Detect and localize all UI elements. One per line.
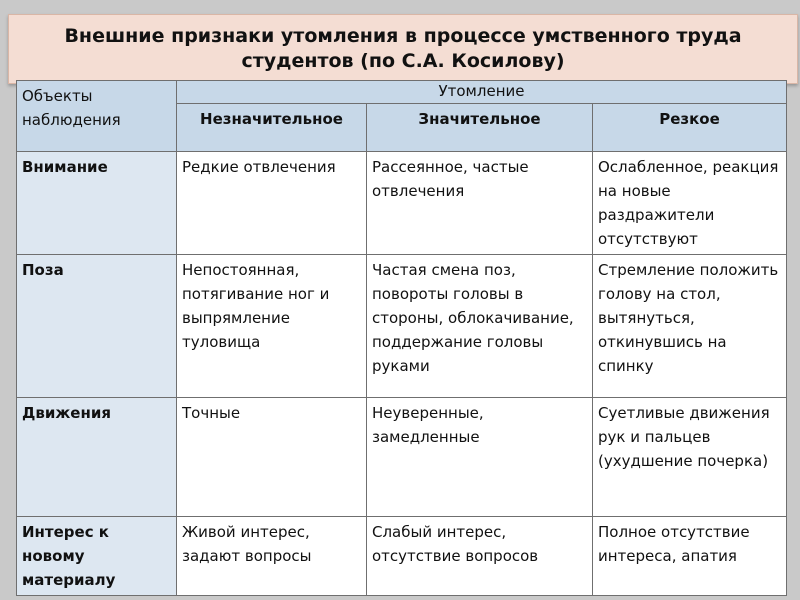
level-header-significant: Значительное: [367, 104, 593, 152]
row-label-movements: Движения: [17, 398, 177, 517]
table-row: [17, 152, 787, 255]
table-row: [17, 517, 787, 596]
page-title: [33, 24, 773, 74]
table-cell: Частая смена поз, повороты головы в стороны, облокачивание, поддержание головы руками: [367, 255, 593, 398]
table-cell: Неуверенные, замедленные: [367, 398, 593, 517]
table-cell: Суетливые движения рук и пальцев (ухудшение почерка): [593, 398, 787, 517]
row-label-interest: Интерес к новому материалу: [17, 517, 177, 596]
table-cell: Редкие отвлечения: [177, 152, 367, 255]
table-cell: Стремление положить голову на стол, вытянуться, откинувшись на спинку: [593, 255, 787, 398]
row-label-attention: Внимание: [17, 152, 177, 255]
level-header-severe: Резкое: [593, 104, 787, 152]
objects-header: Объекты наблюдения: [17, 81, 177, 152]
table-cell: Точные: [177, 398, 367, 517]
table-cell: Слабый интерес, отсутствие вопросов: [367, 517, 593, 596]
table-cell: Ослабленное, реакция на новые раздражители отсутствуют: [593, 152, 787, 255]
fatigue-header: Утомление: [177, 81, 787, 104]
title-line-1: Внешние признаки утомления в процессе умственного труда: [64, 25, 742, 47]
table-cell: Живой интерес, задают вопросы: [177, 517, 367, 596]
row-label-posture: Поза: [17, 255, 177, 398]
table-row: [17, 255, 787, 398]
title-line-2: студентов (по С.А. Косилову): [241, 50, 565, 72]
fatigue-table-container: [16, 80, 786, 589]
fatigue-table: [16, 80, 787, 596]
table-header-row-1: [17, 81, 787, 104]
table-row: [17, 398, 787, 517]
title-box: [8, 14, 798, 84]
table-cell: Непостоянная, потягивание ног и выпрямление туловища: [177, 255, 367, 398]
level-header-minor: Незначительное: [177, 104, 367, 152]
table-cell: Полное отсутствие интереса, апатия: [593, 517, 787, 596]
table-cell: Рассеянное, частые отвлечения: [367, 152, 593, 255]
